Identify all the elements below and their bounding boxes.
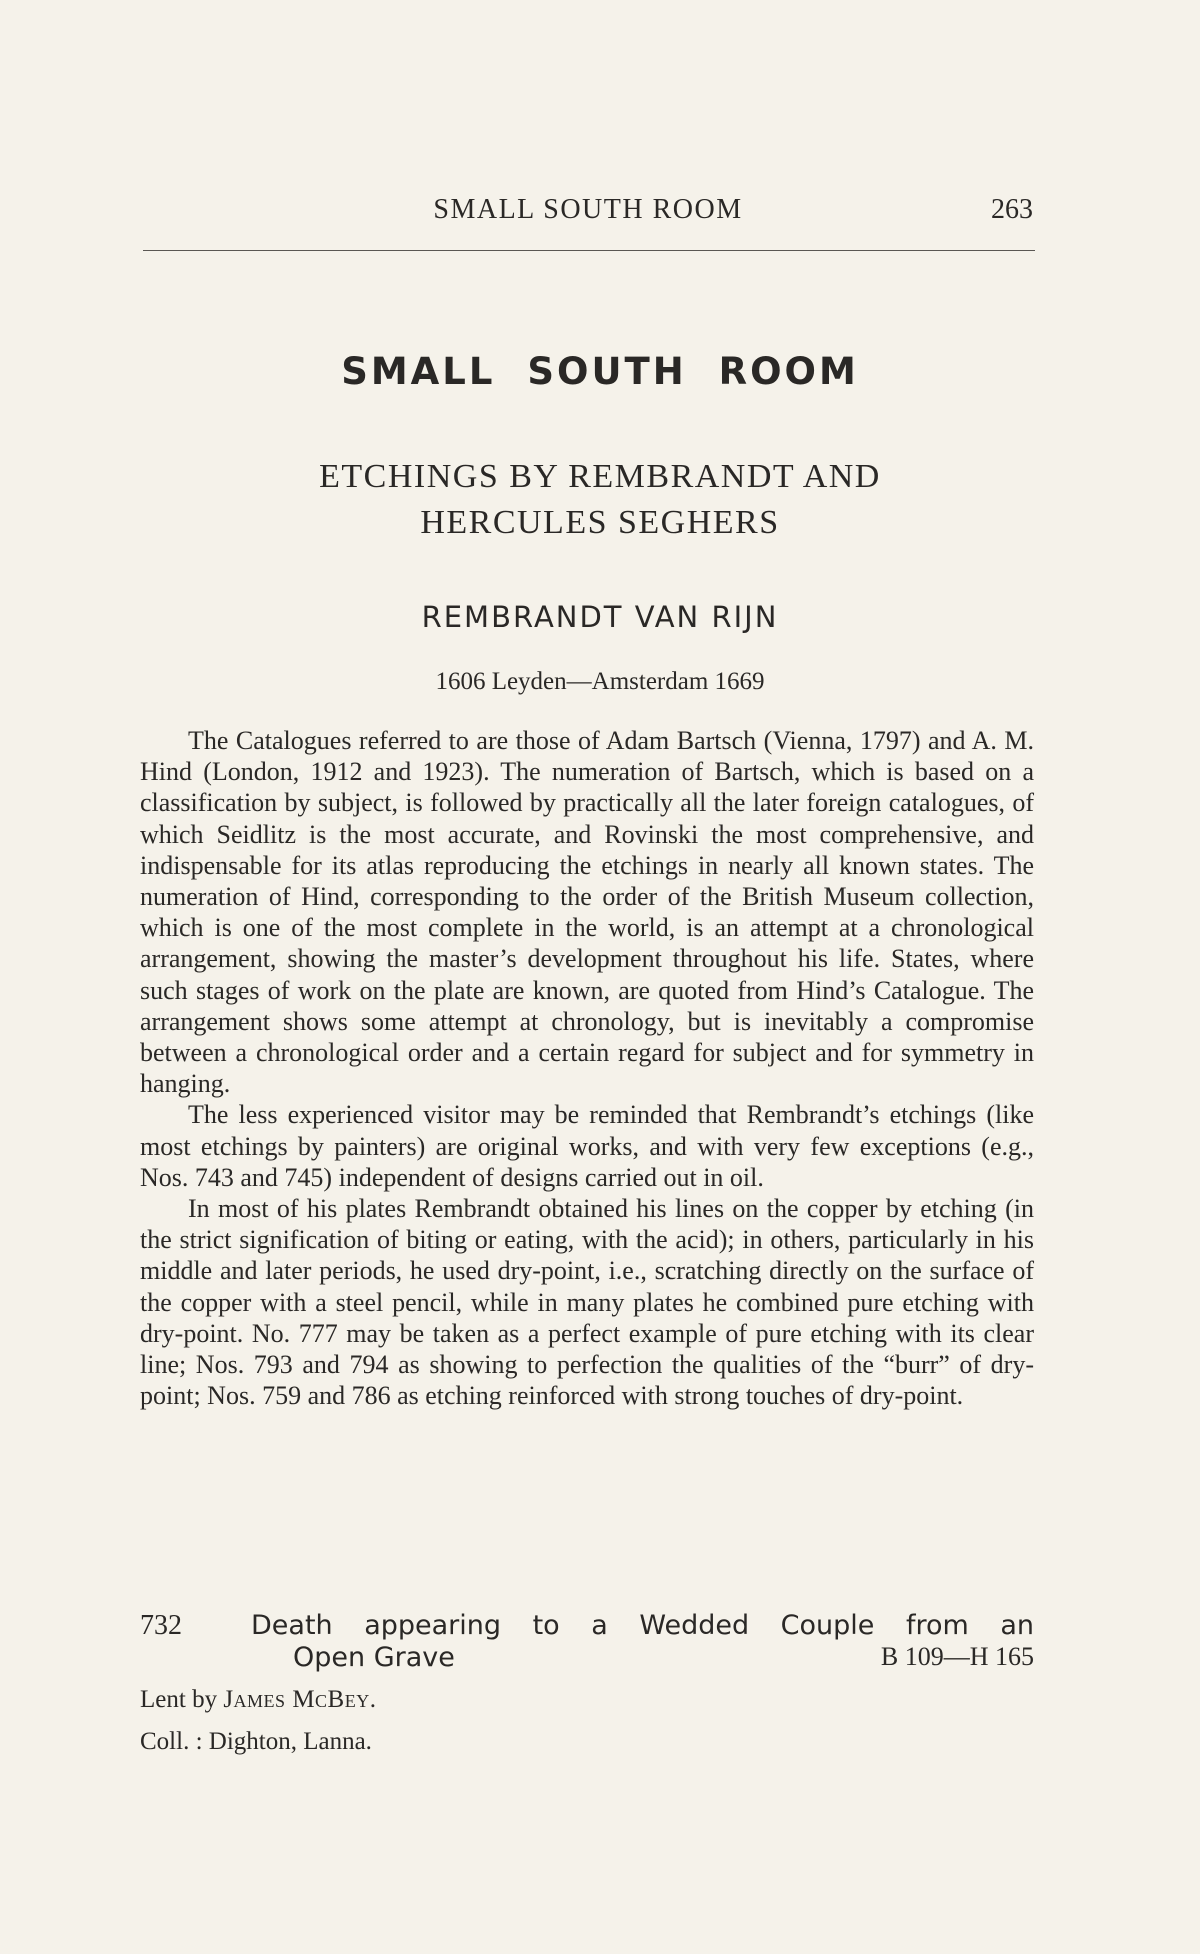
- paragraph-visitor: The less experienced visitor may be reminded that Rembrandt’s etchings (like most etchings by painters) are original works, and with very few exceptions (e.g., Nos. 743 and 745) independent of designs carried out in oil.: [140, 1100, 1034, 1192]
- running-head: [143, 194, 1033, 234]
- entry-lender: [140, 1686, 376, 1714]
- section-subtitle: [0, 454, 1200, 546]
- catalogue-entry: [140, 1610, 1034, 1674]
- lent-prefix: Lent by: [140, 1686, 224, 1713]
- introduction-text: [140, 725, 1034, 1411]
- lender-name: James McBey.: [223, 1686, 377, 1713]
- artist-heading: REMBRANDT VAN RIJN: [421, 600, 779, 634]
- page-number: 263: [991, 194, 1033, 225]
- entry-title-line-1: Death appearing to a Wedded Couple from an: [251, 1610, 1034, 1641]
- subtitle-line-1: ETCHINGS BY REMBRANDT AND: [319, 458, 881, 495]
- subtitle-line-2: HERCULES SEGHERS: [420, 504, 780, 541]
- paragraph-technique: In most of his plates Rembrandt obtained his lines on the copper by etching (in the strict signification of biting or eating, with the acid); in others, particularly in his middle and later periods, he used dry-point, i.e., scratching directly on the surface of the copper with a steel pencil, while in many plates he combined pure etching with dry-point. No. 777 may be taken as a perfect example of pure etching with its clear line; Nos. 793 and 794 as showing to perfection the qualities of the “burr” of dry-point; Nos. 759 and 786 as etching reinforced with strong touches of dry-point.: [140, 1194, 1034, 1411]
- room-title: SMALL SOUTH ROOM: [341, 350, 859, 393]
- entry-number: 732: [140, 1610, 182, 1641]
- header-rule: [143, 250, 1035, 251]
- paragraph-catalogues: The Catalogues referred to are those of Adam Bartsch (Vienna, 1797) and A. M. Hind (London, 1912 and 1923). The numeration of Bartsch, which is based on a classification by subject, is followed by practically all the later foreign catalogues, of which Seidlitz is the most accurate, and Rovinski the most comprehensive, and indispensable for its atlas reproducing the etchings in nearly all known states. The numeration of Hind, corresponding to the order of the British Museum collection, which is one of the most complete in the world, is an attempt at a chronological arrangement, showing the master’s development throughout his life. States, where such stages of work on the plate are known, are quoted from Hind’s Catalogue. The arrangement shows some attempt at chronology, but is inevitably a compromise between a chronological order and a certain regard for subject and for symmetry in hanging.: [140, 726, 1034, 1099]
- running-head-title: SMALL SOUTH ROOM: [433, 194, 743, 225]
- entry-collection: Coll. : Dighton, Lanna.: [140, 1728, 372, 1755]
- entry-reference: B 109—H 165: [880, 1642, 1034, 1671]
- entry-title-line-2: Open Grave: [293, 1642, 455, 1673]
- artist-dates: 1606 Leyden—Amsterdam 1669: [435, 668, 765, 695]
